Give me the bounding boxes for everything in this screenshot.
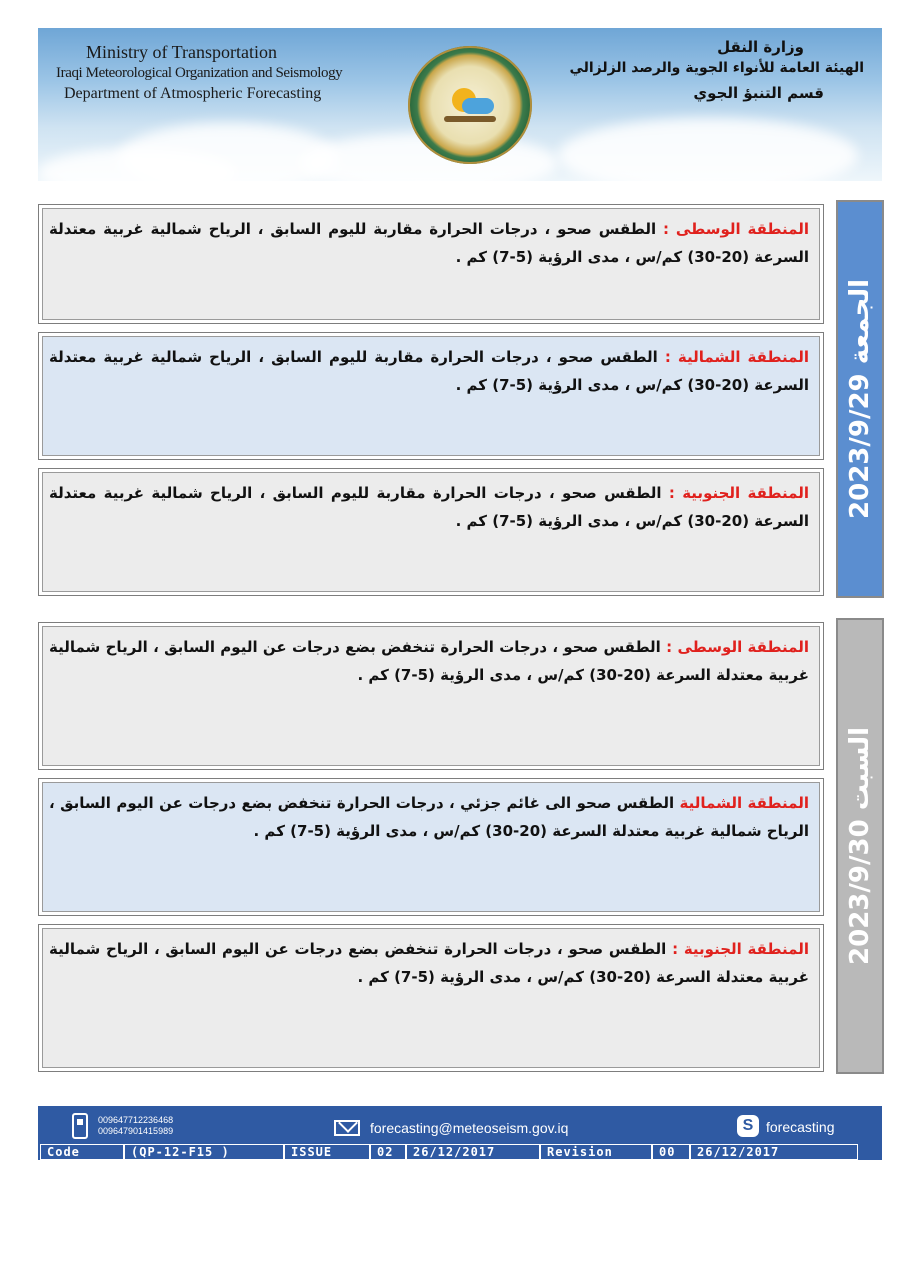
email-address[interactable]: forecasting@meteoseism.gov.iq	[370, 1120, 569, 1136]
revision-date: 26/12/2017	[690, 1144, 858, 1160]
region-name: المنطقة الجنوبية :	[668, 484, 809, 502]
header-banner	[38, 28, 882, 181]
ministry-name-ar: وزارة النقل	[717, 38, 804, 56]
region-forecast-south	[38, 468, 824, 596]
issue-date: 26/12/2017	[406, 1144, 540, 1160]
phone-numbers	[98, 1115, 173, 1137]
department-name: Department of Atmospheric Forecasting	[64, 85, 322, 102]
revision-value: 00	[652, 1144, 690, 1160]
code-label: Code	[40, 1144, 124, 1160]
day-forecast	[38, 200, 884, 598]
region-forecast-central	[38, 204, 824, 324]
english-header	[56, 42, 342, 103]
day-forecast	[38, 618, 884, 1074]
skype-icon: S	[737, 1115, 759, 1137]
skype-name: forecasting	[766, 1119, 835, 1135]
region-name: المنطقة الجنوبية :	[672, 940, 809, 958]
region-text: الطقس صحو ، درجات الحرارة مقاربة لليوم السابق ، الرياح شمالية غربية معتدلة السرعة (20-30) كم/س ، مدى الرؤية (5-7) كم .	[49, 348, 809, 394]
phone-number: 009647712236468	[98, 1115, 174, 1125]
date-label-bar	[836, 618, 884, 1074]
region-name: المنطقة الشمالية :	[664, 348, 809, 366]
ministry-name: Ministry of Transportation	[86, 42, 278, 62]
region-forecast-north	[38, 332, 824, 460]
department-name-ar: قسم التنبؤ الجوي	[693, 84, 824, 102]
region-forecast-central	[38, 622, 824, 770]
arabic-header	[569, 38, 864, 102]
organization-name-ar: الهيئة العامة للأنواء الجوية والرصد الزلزالي	[569, 60, 864, 76]
region-name: المنطقة الوسطى :	[663, 220, 809, 238]
organization-name: Iraqi Meteorological Organization and Seismology	[56, 65, 343, 81]
region-name: المنطقة الشمالية	[679, 794, 810, 812]
region-forecast-south	[38, 924, 824, 1072]
issue-label: ISSUE	[284, 1144, 370, 1160]
phone-number: 009647901415989	[98, 1126, 174, 1136]
date-label: السبت 2023/9/30	[845, 727, 875, 965]
region-text: الطقس صحو ، درجات الحرارة تنخفض بضع درجات عن اليوم السابق ، الرياح شمالية غربية معتدلة السرعة (20-30) كم/س ، مدى الرؤية (5-7) كم .	[49, 940, 809, 986]
mail-icon	[334, 1120, 360, 1136]
region-forecast-north	[38, 778, 824, 916]
document-code-row	[40, 1144, 880, 1160]
organization-logo	[408, 46, 532, 164]
region-text: الطقس صحو ، درجات الحرارة مقاربة لليوم السابق ، الرياح شمالية غربية معتدلة السرعة (20-30) كم/س ، مدى الرؤية (5-7) كم .	[49, 484, 809, 530]
region-name: المنطقة الوسطى :	[666, 638, 810, 656]
date-label: الجمعة 2023/9/29	[845, 279, 875, 519]
code-value: (QP-12-F15 )	[124, 1144, 284, 1160]
region-text: الطقس صحو الى غائم جزئي ، درجات الحرارة تنخفض بضع درجات عن اليوم السابق ، الرياح شمالية غربية معتدلة السرعة (20-30) كم/س ، مدى الرؤية (5-7) كم .	[49, 794, 809, 840]
footer-bar	[38, 1106, 882, 1160]
issue-value: 02	[370, 1144, 406, 1160]
revision-label: Revision	[540, 1144, 652, 1160]
region-text: الطقس صحو ، درجات الحرارة تنخفض بضع درجات عن اليوم السابق ، الرياح شمالية غربية معتدلة السرعة (20-30) كم/س ، مدى الرؤية (5-7) كم .	[49, 638, 809, 684]
region-text: الطقس صحو ، درجات الحرارة مقاربة لليوم السابق ، الرياح شمالية غربية معتدلة السرعة (20-30) كم/س ، مدى الرؤية (5-7) كم .	[49, 220, 809, 266]
cloud-icon	[462, 98, 494, 114]
date-label-bar	[836, 200, 884, 598]
phone-icon	[72, 1113, 88, 1139]
